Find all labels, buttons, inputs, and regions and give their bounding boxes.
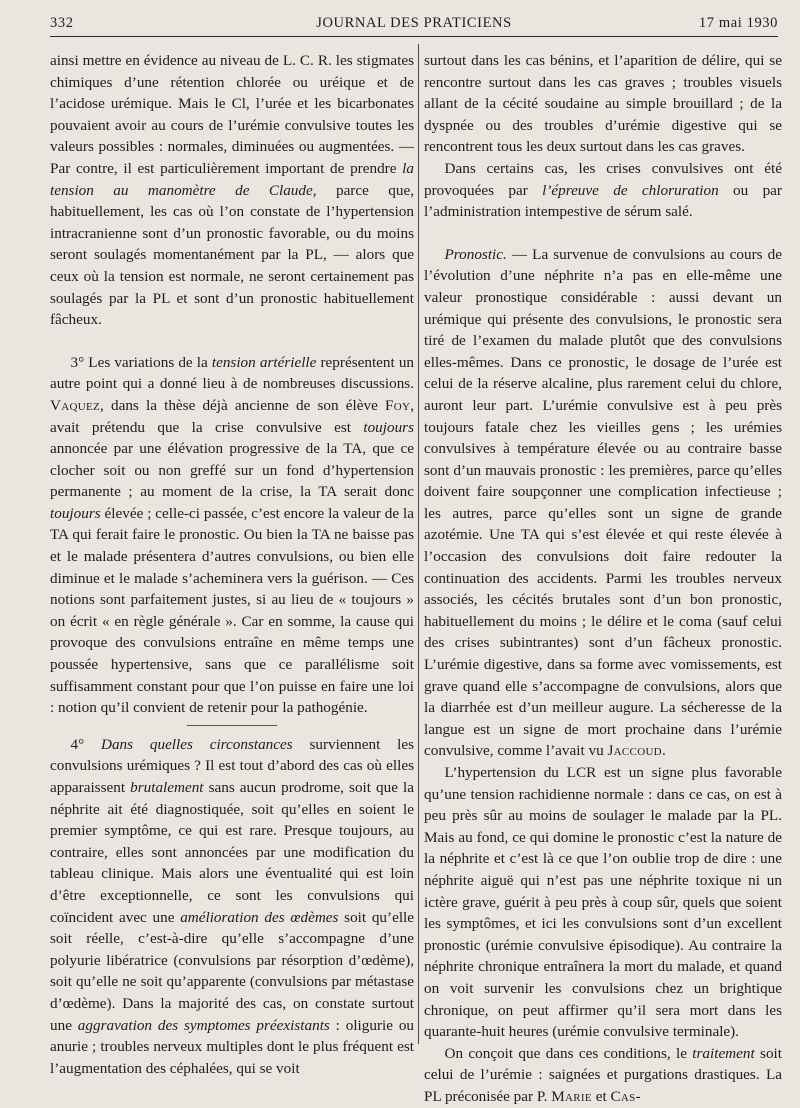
- text-run: et: [591, 1087, 611, 1105]
- column-divider: [418, 44, 419, 1044]
- text-run: surviennent les convulsions urémiques ? Il est tout d’abord des cas où elles apparaissent: [50, 735, 415, 796]
- text-run: représentent un autre point qui a donné lieu à de nombreuses discussions.: [50, 353, 415, 393]
- italic-text: Pronostic.: [444, 245, 507, 263]
- text-run: , parce que, habituellement, les cas où l’on constate de l’hypertension intracranienne sont d’un pronostic favorable, ou du moins seront soulagés momentanément par la PL, — alors que ceux où la tension est normale, ne seront certainement pas soulagés par la PL et sont d’un pronostic habituellement fâcheux.: [50, 181, 415, 329]
- issue-date: 17 mai 1930: [698, 15, 778, 31]
- text-run: — La survenue de convulsions au cours de l’évolution d’une néphrite n’a pas en elle-même une valeur pronostique considérable : aussi devant un urémique qui présente des convulsions, le pronostic sera tiré de l’examen du malade plutôt que des convulsions elles-mêmes. Dans ce pronostic, le dosage de l’urée est celui de la réserve alcaline, plus rarement celui du chlore, auront leur part. L’urémie convulsive est à peu près toujours fatale chez les vieilles gens ; les urémies convulsives à température élevée ou au contraire basse sont d’un mauvais pronostic : les premières, parce qu’elles doivent faire soupçonner une complication infectieuse ; les autres, parce qu’elles sont un signe de grande azotémie. Une TA qui s’est élevée et qui reste élevée à l’occasion des convulsions doit faire redouter la continuation des accidents. Parmi les troubles nerveux associés, les cécités brutales sont d’un bon pronostic, habituellement du moins ; le délire et le coma (sauf celui des crises subintrantes) sont d’un fâcheux pronostic. L’urémie digestive, dans sa forme avec vomissements, est grave quand elle s’accompagne de convulsions, alors que la diarrhée est d’un meilleur augure. La sécheresse de la langue est un signe de mort prochaine dans l’urémie convulsive, comme l’avait vu: [424, 245, 782, 760]
- text-run: ainsi mettre en évidence au niveau de L. C. R. les stigmates chimiques d’une rétention chlorée ou uréique et de l’acidose urémique. Mais le Cl, l’urée et les bicarbonates pouvaient avoir au cours de l’urémie convulsive toutes les valeurs possibles : normales, diminuées ou augmentées. — Par contre, il est particulièrement important de prendre: [50, 52, 414, 177]
- paragraph: [424, 158, 782, 223]
- italic-text: brutalement: [130, 779, 204, 796]
- italic-text: la tension au manomètre de Claude: [50, 159, 414, 199]
- text-run: : oligurie ou anurie ; troubles nerveux multiples dont le plus fréquent est l’augmentation des céphalées, qui se voit: [50, 1016, 415, 1077]
- italic-text: aggravation des symptomes préexistants: [77, 1016, 330, 1034]
- text-run: .: [661, 742, 666, 760]
- paragraph: [424, 244, 782, 762]
- paragraph: [50, 50, 414, 331]
- paragraph: [50, 352, 414, 719]
- text-run: soit celui de l’urémie : saignées et purgations drastiques. La PL préconisée par P.: [424, 1044, 782, 1105]
- journal-title: JOURNAL DES PRATICIENS: [316, 15, 512, 31]
- italic-text: amélioration des œdèmes: [180, 908, 339, 926]
- italic-text: tension artérielle: [211, 353, 317, 371]
- text-run: , avait prétendu que la crise convulsive est: [50, 396, 414, 436]
- page-number: 332: [50, 15, 74, 31]
- italic-text: toujours: [363, 418, 414, 436]
- page-header: [50, 10, 778, 37]
- author-name: Marie: [551, 1087, 592, 1105]
- italic-text: traitement: [692, 1044, 755, 1062]
- author-name: Foy: [384, 396, 411, 414]
- paragraph: [50, 734, 414, 1080]
- text-run: sans aucun prodrome, soit que la néphrite ait été diagnostiquée, soit qu’elles en soient le premier symptôme, ce qui est rare. Presque toujours, au contraire, elles sont annoncées par une modification du tableau clinique. Mais alors une éventualité qui est loin d’être exceptionnelle, ce sont les convulsions qui coïncident avec une: [50, 779, 414, 926]
- text-run: On conçoit que dans ces conditions, le: [444, 1044, 693, 1062]
- author-name: Vaquez: [50, 396, 101, 414]
- italic-text: Dans quelles circonstances: [101, 735, 293, 753]
- text-run: , dans la thèse déjà ancienne de son élève: [100, 396, 385, 414]
- paragraph: [424, 50, 782, 158]
- author-name: Cas-: [610, 1087, 641, 1105]
- text-run: Dans certains cas, les crises convulsives ont été provoquées par: [424, 159, 782, 199]
- text-run: élevée ; celle-ci passée, c’est encore la valeur de la TA qui ferait faire le pronostic. Ou bien la TA ne baisse pas et le malade présentera d’autres convulsions, ou bien elle diminue et le malade s’acheminera vers la guérison. — Ces notions sont parfaitement justes, si au lieu de « toujours » on écrit « en règle générale ». Car en somme, la cause qui provoque des convulsions entraîne en même temps une poussée hypertensive, sans que ce parallélisme soit suffisamment constant pour que l’on puisse en faire une loi : notion qu’il convient de retenir pour la pathogénie.: [50, 504, 414, 717]
- right-column: [424, 50, 782, 1108]
- text-run: ou par l’administration intempestive de sérum salé.: [424, 181, 782, 221]
- text-run: L’hypertension du LCR est un signe plus favorable qu’une tension rachidienne normale : dans ce cas, on est à peu près sûr au moins de soulager le malade par la PL. Mais au fond, ce qui domine le pronostic c’est la nature de la néphrite et c’est là ce que l’on oublie trop de dire : une néphrite aiguë qui n’est pas une néphrite toxique ni un ictère grave, guérit à peu près à coup sûr, quels que soient les symptômes, et ici les convulsions sont d’un excellent pronostic (urémie convulsive épisodique). Au contraire la néphrite chronique entraînera la mort du malade, et quand on voit survenir les convulsions chez un brightique chronique, on peut affirmer qu’il sera mort dans les quarante-huit heures (urémie convulsive terminale).: [424, 764, 782, 1041]
- author-name: Jaccoud: [607, 742, 662, 760]
- text-run: surtout dans les cas bénins, et l’aparition de délire, qui se rencontre surtout dans les cas graves ; troubles visuels allant de la cécité soudaine au simple brouillard ; de la dyspnée ou des troubles d’urémie digestive qui se rencontrent tous les deux surtout dans les cas graves.: [424, 52, 782, 156]
- italic-text: l’épreuve de chloruration: [542, 181, 719, 199]
- text-run: annoncée par une élévation progressive de la TA, que ce clocher soit ou non greffé sur un fond d’hypertension permanente ; au moment de la crise, la TA serait donc: [50, 440, 414, 501]
- paragraph: [424, 1043, 782, 1108]
- text-run: 3° Les variations de la: [70, 353, 212, 371]
- section-rule: [187, 725, 277, 726]
- left-column: [50, 50, 414, 1079]
- italic-text: toujours: [50, 504, 101, 522]
- text-run: 4°: [70, 735, 101, 753]
- paragraph: [424, 762, 782, 1043]
- text-run: soit qu’elle soit réelle, c’est-à-dire qu’elle s’accompagne d’une polyurie libératrice (convulsions par résorption d’œdème), soit qu’elle ne soit qu’apparente (convulsions par métastase d’œdème). Dans la majorité des cas, on constate surtout une: [50, 908, 414, 1034]
